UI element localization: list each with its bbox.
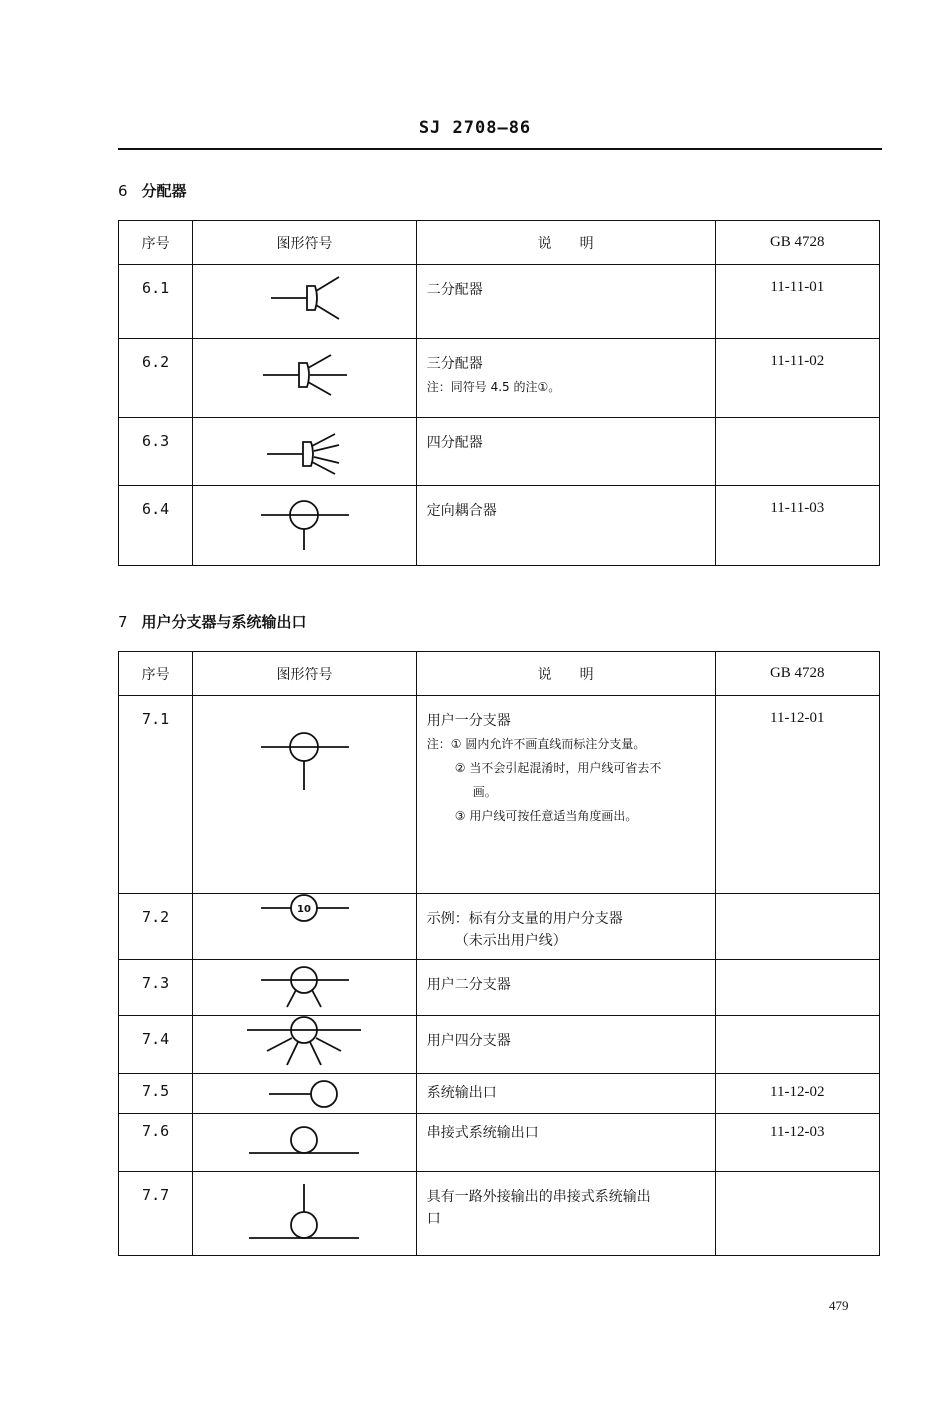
description-cell bbox=[416, 894, 715, 960]
column-header-symbol: 图形符号 bbox=[193, 221, 417, 265]
symbol-cell bbox=[193, 894, 417, 960]
tap-value-label: 10 bbox=[297, 904, 312, 915]
column-header-description: 说 明 bbox=[416, 221, 715, 265]
table-row bbox=[119, 265, 880, 339]
section-7-title: 用户分支器与系统输出口 bbox=[141, 613, 307, 631]
description-text: 三分配器 bbox=[426, 356, 483, 372]
description-text: 定向耦合器 bbox=[426, 503, 497, 519]
gb-ref-cell: 11-12-02 bbox=[715, 1074, 879, 1114]
description-cell bbox=[416, 960, 715, 1016]
two-way-tap-symbol bbox=[193, 960, 416, 1016]
gb-ref-cell: 11-11-01 bbox=[715, 265, 879, 339]
description-text-continued: （未示出用户线） bbox=[454, 933, 567, 949]
description-text: 用户一分支器 bbox=[426, 713, 511, 729]
one-way-tap-symbol bbox=[193, 696, 416, 894]
three-way-splitter-symbol bbox=[193, 339, 416, 418]
column-header-number: 序号 bbox=[119, 652, 193, 696]
row-number: 7.2 bbox=[119, 894, 193, 960]
description-text: 具有一路外接输出的串接式系统输出 bbox=[426, 1189, 651, 1205]
description-text: 系统输出口 bbox=[426, 1085, 497, 1101]
table-row bbox=[119, 486, 880, 566]
symbol-cell bbox=[193, 960, 417, 1016]
standard-code-header: SJ 2708—86 bbox=[418, 118, 532, 138]
row-number: 7.3 bbox=[119, 960, 193, 1016]
note-line: 注：① 圆内允许不画直线而标注分支量。 bbox=[426, 737, 646, 751]
symbol-cell bbox=[193, 339, 417, 418]
symbol-cell bbox=[193, 418, 417, 486]
section-7-heading bbox=[118, 611, 307, 632]
table-row bbox=[119, 696, 880, 894]
description-cell bbox=[416, 339, 715, 418]
gb-ref-cell: 11-11-02 bbox=[715, 339, 879, 418]
gb-ref-cell: 11-12-03 bbox=[715, 1114, 879, 1172]
section-7-number: 7 bbox=[118, 613, 128, 631]
row-number: 6.4 bbox=[119, 486, 193, 566]
symbol-cell bbox=[193, 1172, 417, 1256]
gb-ref-cell bbox=[715, 418, 879, 486]
row-number: 7.4 bbox=[119, 1016, 193, 1074]
table-row bbox=[119, 1172, 880, 1256]
section-7-table bbox=[118, 651, 880, 1256]
series-outlet-with-output-symbol bbox=[193, 1172, 416, 1256]
description-cell bbox=[416, 486, 715, 566]
note-line: ② 当不会引起混淆时，用户线可省去不 bbox=[454, 761, 662, 775]
gb-ref-cell bbox=[715, 894, 879, 960]
table-header-row bbox=[119, 221, 880, 265]
gb-ref-cell: 11-11-03 bbox=[715, 486, 879, 566]
note-line: 画。 bbox=[472, 785, 497, 799]
gb-ref-cell bbox=[715, 960, 879, 1016]
table-row bbox=[119, 1016, 880, 1074]
table-row bbox=[119, 418, 880, 486]
description-text: 用户四分支器 bbox=[426, 1033, 511, 1049]
column-header-symbol: 图形符号 bbox=[193, 652, 417, 696]
description-note: 注：同符号 4.5 的注①。 bbox=[426, 380, 561, 394]
gb-ref-cell bbox=[715, 1016, 879, 1074]
page-number: 479 bbox=[829, 1298, 849, 1313]
symbol-cell bbox=[193, 265, 417, 339]
row-number: 7.7 bbox=[119, 1172, 193, 1256]
row-number: 6.1 bbox=[119, 265, 193, 339]
section-6-title: 分配器 bbox=[141, 182, 187, 200]
description-text: 四分配器 bbox=[426, 435, 483, 451]
description-cell bbox=[416, 418, 715, 486]
description-cell bbox=[416, 696, 715, 894]
gb-ref-cell bbox=[715, 1172, 879, 1256]
section-6-number: 6 bbox=[118, 182, 128, 200]
four-way-splitter-symbol bbox=[193, 418, 416, 486]
row-number: 6.2 bbox=[119, 339, 193, 418]
tap-with-value-symbol bbox=[193, 894, 416, 960]
two-way-splitter-symbol bbox=[193, 265, 416, 339]
note-line: ③ 用户线可按任意适当角度画出。 bbox=[454, 809, 638, 823]
description-text: 示例：标有分支量的用户分支器 bbox=[426, 911, 623, 927]
symbol-cell bbox=[193, 1074, 417, 1114]
column-header-number: 序号 bbox=[119, 221, 193, 265]
description-cell bbox=[416, 1074, 715, 1114]
table-header-row bbox=[119, 652, 880, 696]
symbol-cell bbox=[193, 696, 417, 894]
four-way-tap-symbol bbox=[193, 1016, 416, 1074]
description-cell bbox=[416, 1172, 715, 1256]
description-cell bbox=[416, 265, 715, 339]
table-row bbox=[119, 1114, 880, 1172]
gb-ref-cell: 11-12-01 bbox=[715, 696, 879, 894]
symbol-cell bbox=[193, 486, 417, 566]
row-number: 7.6 bbox=[119, 1114, 193, 1172]
column-header-description: 说 明 bbox=[416, 652, 715, 696]
symbol-cell bbox=[193, 1016, 417, 1074]
column-header-gb-ref: GB 4728 bbox=[715, 221, 879, 265]
description-text: 串接式系统输出口 bbox=[426, 1125, 539, 1141]
table-row bbox=[119, 960, 880, 1016]
directional-coupler-symbol bbox=[193, 486, 416, 566]
section-6-table bbox=[118, 220, 880, 566]
table-row bbox=[119, 1074, 880, 1114]
column-header-gb-ref: GB 4728 bbox=[715, 652, 879, 696]
row-number: 7.1 bbox=[119, 696, 193, 894]
description-cell bbox=[416, 1114, 715, 1172]
row-number: 7.5 bbox=[119, 1074, 193, 1114]
table-row bbox=[119, 339, 880, 418]
description-text-continued: 口 bbox=[426, 1211, 441, 1227]
table-row bbox=[119, 894, 880, 960]
symbol-cell bbox=[193, 1114, 417, 1172]
description-text: 二分配器 bbox=[426, 282, 483, 298]
description-cell bbox=[416, 1016, 715, 1074]
system-outlet-symbol bbox=[193, 1074, 416, 1114]
description-text: 用户二分支器 bbox=[426, 977, 511, 993]
section-6-heading bbox=[118, 180, 187, 201]
row-number: 6.3 bbox=[119, 418, 193, 486]
header-rule bbox=[118, 148, 882, 150]
series-outlet-symbol bbox=[193, 1114, 416, 1172]
